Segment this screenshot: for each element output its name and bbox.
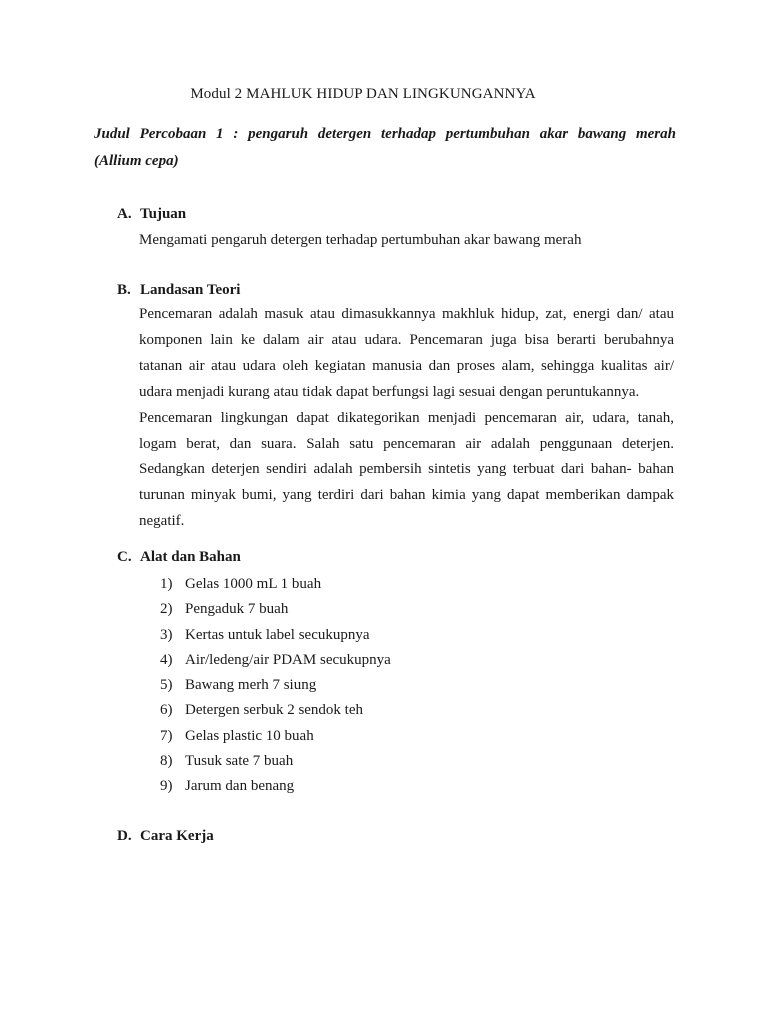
- section-b-heading: [117, 282, 240, 299]
- experiment-title-line-1: Judul Percobaan 1 : pengaruh detergen terhadap pertumbuhan akar bawang merah: [94, 126, 676, 142]
- list-item-text: Bawang merh 7 siung: [185, 677, 317, 694]
- list-item: [160, 774, 391, 799]
- list-item-number: 9): [160, 778, 173, 795]
- list-item-number: 7): [160, 727, 173, 744]
- section-b-title: Landasan Teori: [140, 282, 241, 298]
- list-item-text: Kertas untuk label secukupnya: [185, 626, 370, 643]
- list-item-number: 1): [160, 576, 173, 592]
- list-item-text: Jarum dan benang: [185, 778, 295, 795]
- section-b-line: udara menjadi kurang atau tidak dapat berfungsi lagi sesuai dengan peruntukannya.: [139, 383, 640, 400]
- experiment-title: [94, 121, 676, 175]
- section-b-line: Pencemaran lingkungan dapat dikategorikan menjadi pencemaran air, udara, tanah,: [139, 409, 674, 426]
- section-b-line: logam berat, dan suara. Salah satu pencemaran air adalah penggunaan deterjen.: [139, 435, 674, 452]
- list-item-number: 5): [160, 677, 173, 694]
- section-a-text: [139, 228, 674, 254]
- section-b-line: Sedangkan deterjen sendiri adalah pembersih sintetis yang terbuat dari bahan- bahan: [139, 461, 674, 478]
- list-item: [160, 623, 391, 648]
- list-item-number: 4): [160, 651, 173, 668]
- section-d-heading: [117, 828, 214, 845]
- section-c-heading: [117, 549, 241, 566]
- list-item: [160, 724, 391, 749]
- section-b-line: tatanan air atau udara oleh kegiatan manusia dan proses alam, sehingga kualitas air/: [139, 357, 674, 374]
- list-item: [160, 749, 391, 774]
- section-b-line: Pencemaran adalah masuk atau dimasukkannya makhluk hidup, zat, energi dan/ atau: [139, 306, 674, 322]
- list-item-text: Detergen serbuk 2 sendok teh: [185, 702, 364, 719]
- list-item: [160, 673, 391, 698]
- section-a-letter: A.: [117, 206, 132, 222]
- list-item: [160, 572, 391, 597]
- list-item-text: Pengaduk 7 buah: [185, 601, 289, 618]
- section-d-title: Cara Kerja: [140, 828, 214, 844]
- section-c-letter: C.: [117, 549, 132, 565]
- materials-list: [160, 572, 391, 800]
- section-a-line: Mengamati pengaruh detergen terhadap pertumbuhan akar bawang merah: [139, 232, 582, 248]
- list-item-text: Air/ledeng/air PDAM secukupnya: [185, 651, 391, 668]
- section-a-heading: [117, 206, 186, 223]
- list-item-text: Gelas 1000 mL 1 buah: [185, 576, 322, 592]
- page-title: Modul 2 MAHLUK HIDUP DAN LINGKUNGANNYA: [190, 86, 536, 102]
- section-d-letter: D.: [117, 828, 132, 844]
- section-a-title: Tujuan: [140, 206, 187, 222]
- list-item-number: 3): [160, 626, 173, 643]
- list-item-number: 6): [160, 702, 173, 719]
- list-item: [160, 648, 391, 673]
- list-item-text: Tusuk sate 7 buah: [185, 753, 294, 770]
- list-item-number: 2): [160, 601, 173, 618]
- section-b-line: turunan minyak bumi, yang terdiri dari bahan kimia yang dapat memberikan dampak: [139, 487, 674, 504]
- section-b-line: negatif.: [139, 513, 185, 530]
- section-b-text: [139, 302, 674, 535]
- list-item: [160, 698, 391, 723]
- experiment-title-line-2: (Allium cepa): [94, 153, 179, 169]
- section-c-title: Alat dan Bahan: [140, 549, 241, 565]
- section-b-line: komponen lain ke dalam air atau udara. Pencemaran juga bisa berarti berubahnya: [139, 331, 674, 348]
- list-item-number: 8): [160, 753, 173, 770]
- list-item: [160, 597, 391, 622]
- list-item-text: Gelas plastic 10 buah: [185, 727, 314, 744]
- section-b-letter: B.: [117, 282, 131, 298]
